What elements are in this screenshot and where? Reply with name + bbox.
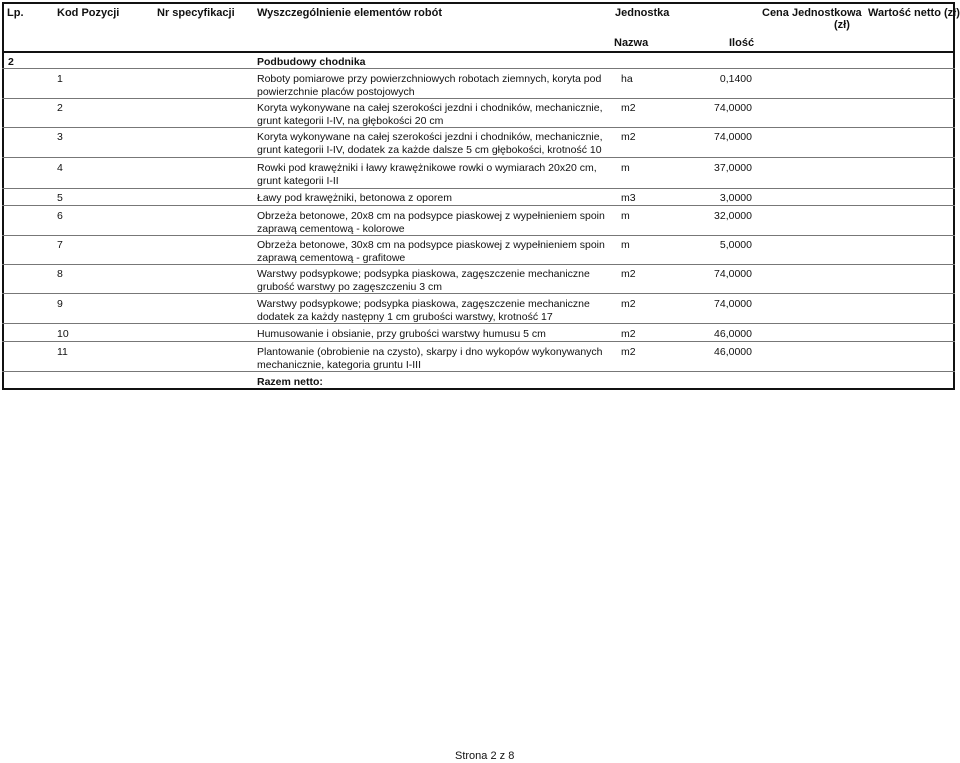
row-lp: 9 bbox=[57, 298, 63, 310]
row-divider bbox=[2, 293, 955, 294]
row-qty: 74,0000 bbox=[714, 268, 752, 280]
section-title: Podbudowy chodnika bbox=[257, 56, 366, 68]
row-qty: 46,0000 bbox=[714, 346, 752, 358]
row-lp: 6 bbox=[57, 210, 63, 222]
row-divider bbox=[2, 98, 955, 99]
row-unit: m bbox=[621, 239, 630, 251]
row-lp: 3 bbox=[57, 131, 63, 143]
row-lp: 7 bbox=[57, 239, 63, 251]
header-wartosc: Wartość netto (zł) bbox=[868, 7, 960, 19]
row-divider bbox=[2, 341, 955, 342]
row-desc: Koryta wykonywane na całej szerokości jezdni i chodników, mechanicznie, grunt kategorii I-IV, na głębokości 20 cm bbox=[257, 102, 603, 127]
header-opis: Wyszczególnienie elementów robót bbox=[257, 7, 442, 19]
row-lp: 11 bbox=[57, 346, 68, 358]
row-qty: 32,0000 bbox=[714, 210, 752, 222]
row-unit: m bbox=[621, 162, 630, 174]
row-desc: Ławy pod krawężniki, betonowa z oporem bbox=[257, 192, 452, 204]
row-desc: Obrzeża betonowe, 20x8 cm na podsypce piaskowej z wypełnieniem spoin zaprawą cementową - kolorowe bbox=[257, 210, 605, 235]
row-lp: 5 bbox=[57, 192, 63, 204]
row-qty: 74,0000 bbox=[714, 131, 752, 143]
row-divider bbox=[2, 264, 955, 265]
row-unit: m2 bbox=[621, 131, 636, 143]
row-desc: Plantowanie (obrobienie na czysto), skarpy i dno wykopów wykonywanych mechanicznie, kategoria gruntu I-III bbox=[257, 346, 603, 371]
row-unit: m2 bbox=[621, 346, 636, 358]
row-desc: Koryta wykonywane na całej szerokości jezdni i chodników, mechanicznie, grunt kategorii I-IV, dodatek za każde dalsze 5 cm głębokości, krotność 10 bbox=[257, 131, 603, 156]
row-lp: 10 bbox=[57, 328, 69, 340]
row-qty: 3,0000 bbox=[719, 192, 752, 204]
section-lp: 2 bbox=[8, 56, 14, 68]
header-ilosc: Ilość bbox=[729, 37, 755, 49]
row-unit: m2 bbox=[621, 102, 636, 114]
row-unit: m2 bbox=[621, 298, 636, 310]
row-divider bbox=[2, 188, 955, 189]
row-lp: 8 bbox=[57, 268, 63, 280]
page-number: Strona 2 z 8 bbox=[455, 750, 515, 762]
row-desc: Rowki pod krawężniki i ławy krawężnikowe rowki o wymiarach 20x20 cm, grunt kategorii I-II bbox=[257, 162, 597, 187]
header-jednostka: Jednostka bbox=[615, 7, 670, 19]
header-cena-unit: (zł) bbox=[834, 19, 850, 31]
row-qty: 74,0000 bbox=[714, 102, 752, 114]
row-lp: 1 bbox=[57, 73, 63, 85]
row-divider bbox=[2, 323, 955, 324]
row-desc: Warstwy podsypkowe; podsypka piaskowa, zagęszczenie mechaniczne dodatek za każdy następny 1 cm grubości warstwy, krotność 17 bbox=[257, 298, 590, 323]
row-qty: 0,1400 bbox=[719, 73, 752, 85]
header-separator bbox=[2, 51, 955, 53]
row-unit: ha bbox=[621, 73, 633, 85]
row-desc: Warstwy podsypkowe; podsypka piaskowa, zagęszczenie mechaniczne grubość warstwy po zagęszczeniu 3 cm bbox=[257, 268, 590, 293]
row-divider bbox=[2, 157, 955, 158]
total-label: Razem netto: bbox=[257, 376, 323, 388]
row-unit: m bbox=[621, 210, 630, 222]
row-unit: m2 bbox=[621, 268, 636, 280]
row-divider bbox=[2, 371, 955, 372]
header-cena: Cena Jednostkowa bbox=[762, 7, 862, 19]
header-nazwa: Nazwa bbox=[614, 37, 649, 49]
header-nr-spec: Nr specyfikacji bbox=[157, 7, 235, 19]
row-qty: 46,0000 bbox=[714, 328, 752, 340]
row-qty: 5,0000 bbox=[719, 239, 752, 251]
header-kod: Kod Pozycji bbox=[57, 7, 120, 19]
row-unit: m3 bbox=[621, 192, 636, 204]
row-unit: m2 bbox=[621, 328, 636, 340]
row-divider bbox=[2, 205, 955, 206]
row-desc: Obrzeża betonowe, 30x8 cm na podsypce piaskowej z wypełnieniem spoin zaprawą cementową - grafitowe bbox=[257, 239, 605, 264]
row-qty: 74,0000 bbox=[714, 298, 752, 310]
row-lp: 4 bbox=[57, 162, 63, 174]
header-lp: Lp. bbox=[7, 7, 24, 19]
row-qty: 37,0000 bbox=[714, 162, 752, 174]
row-divider bbox=[2, 68, 955, 69]
row-desc: Humusowanie i obsianie, przy grubości warstwy humusu 5 cm bbox=[257, 328, 546, 340]
row-divider bbox=[2, 235, 955, 236]
row-divider bbox=[2, 127, 955, 128]
row-desc: Roboty pomiarowe przy powierzchniowych robotach ziemnych, koryta pod powierzchnie placów postojowych bbox=[257, 73, 602, 98]
row-lp: 2 bbox=[57, 102, 63, 114]
